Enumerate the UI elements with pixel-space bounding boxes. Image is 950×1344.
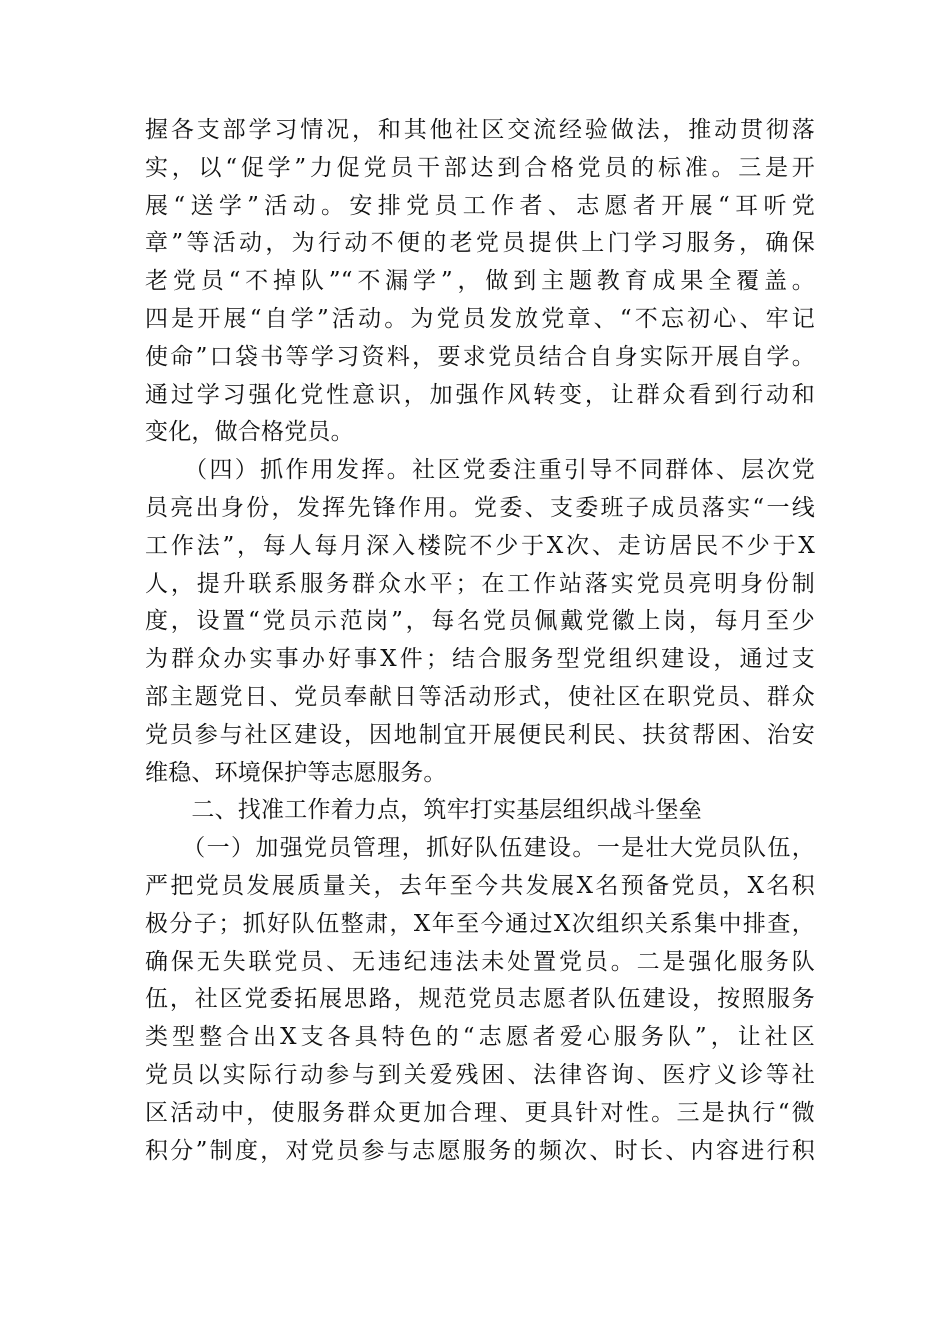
text-line: 维稳、环境保护等志愿服务。: [145, 759, 447, 786]
text-line: 类型整合出X支各具特色的“志愿者爱心服务队”，让社区: [145, 1024, 815, 1051]
text-line: 使命”口袋书等学习资料，要求党员结合自身实际开展自学。: [145, 343, 815, 370]
text-line: 二、找准工作着力点，筑牢打实基层组织战斗堡垒: [145, 797, 702, 824]
text-line: 通过学习强化党性意识，加强作风转变，让群众看到行动和: [145, 381, 815, 408]
text-line: 为群众办实事办好事X件；结合服务型党组织建设，通过支: [145, 646, 815, 673]
text-line: 员亮出身份，发挥先锋作用。党委、支委班子成员落实“一线: [145, 494, 815, 521]
text-line: 确保无失联党员、无违纪违法未处置党员。二是强化服务队: [145, 948, 815, 975]
text-line: 展“送学”活动。安排党员工作者、志愿者开展“耳听党: [145, 192, 815, 219]
text-line: 党员以实际行动参与到关爱残困、法律咨询、医疗义诊等社: [145, 1061, 815, 1088]
text-line: 实，以“促学”力促党员干部达到合格党员的标准。三是开: [145, 154, 815, 181]
text-line: 严把党员发展质量关，去年至今共发展X名预备党员，X名积: [145, 872, 815, 899]
text-line: 党员参与社区建设，因地制宜开展便民利民、扶贫帮困、治安: [145, 721, 815, 748]
text-line: 握各支部学习情况，和其他社区交流经验做法，推动贯彻落: [145, 117, 815, 143]
text-line: 区活动中，使服务群众更加合理、更具针对性。三是执行“微: [145, 1099, 815, 1126]
text-line: （一）加强党员管理，抓好队伍建设。一是壮大党员队伍，: [145, 835, 815, 862]
text-line: 伍，社区党委拓展思路，规范党员志愿者队伍建设，按照服务: [145, 986, 815, 1013]
text-line: 人，提升联系服务群众水平；在工作站落实党员亮明身份制: [145, 570, 815, 597]
text-line: 度，设置“党员示范岗”，每名党员佩戴党徽上岗，每月至少: [145, 608, 815, 635]
text-line: 老党员“不掉队”“不漏学”，做到主题教育成果全覆盖。: [145, 268, 815, 295]
text-line: （四）抓作用发挥。社区党委注重引导不同群体、层次党: [145, 457, 815, 484]
document-body: [145, 112, 815, 1170]
text-line: 积分”制度，对党员参与志愿服务的频次、时长、内容进行积: [145, 1137, 815, 1164]
text-line: 四是开展“自学”活动。为党员发放党章、“不忘初心、牢记: [145, 305, 815, 332]
text-line: 变化，做合格党员。: [145, 419, 354, 446]
text-line: 部主题党日、党员奉献日等活动形式，使社区在职党员、群众: [145, 683, 815, 710]
text-line: 极分子；抓好队伍整肃，X年至今通过X次组织关系集中排查，: [145, 910, 815, 937]
text-line: 章”等活动，为行动不便的老党员提供上门学习服务，确保: [145, 230, 815, 257]
text-line: 工作法”，每人每月深入楼院不少于X次、走访居民不少于X: [145, 532, 815, 559]
